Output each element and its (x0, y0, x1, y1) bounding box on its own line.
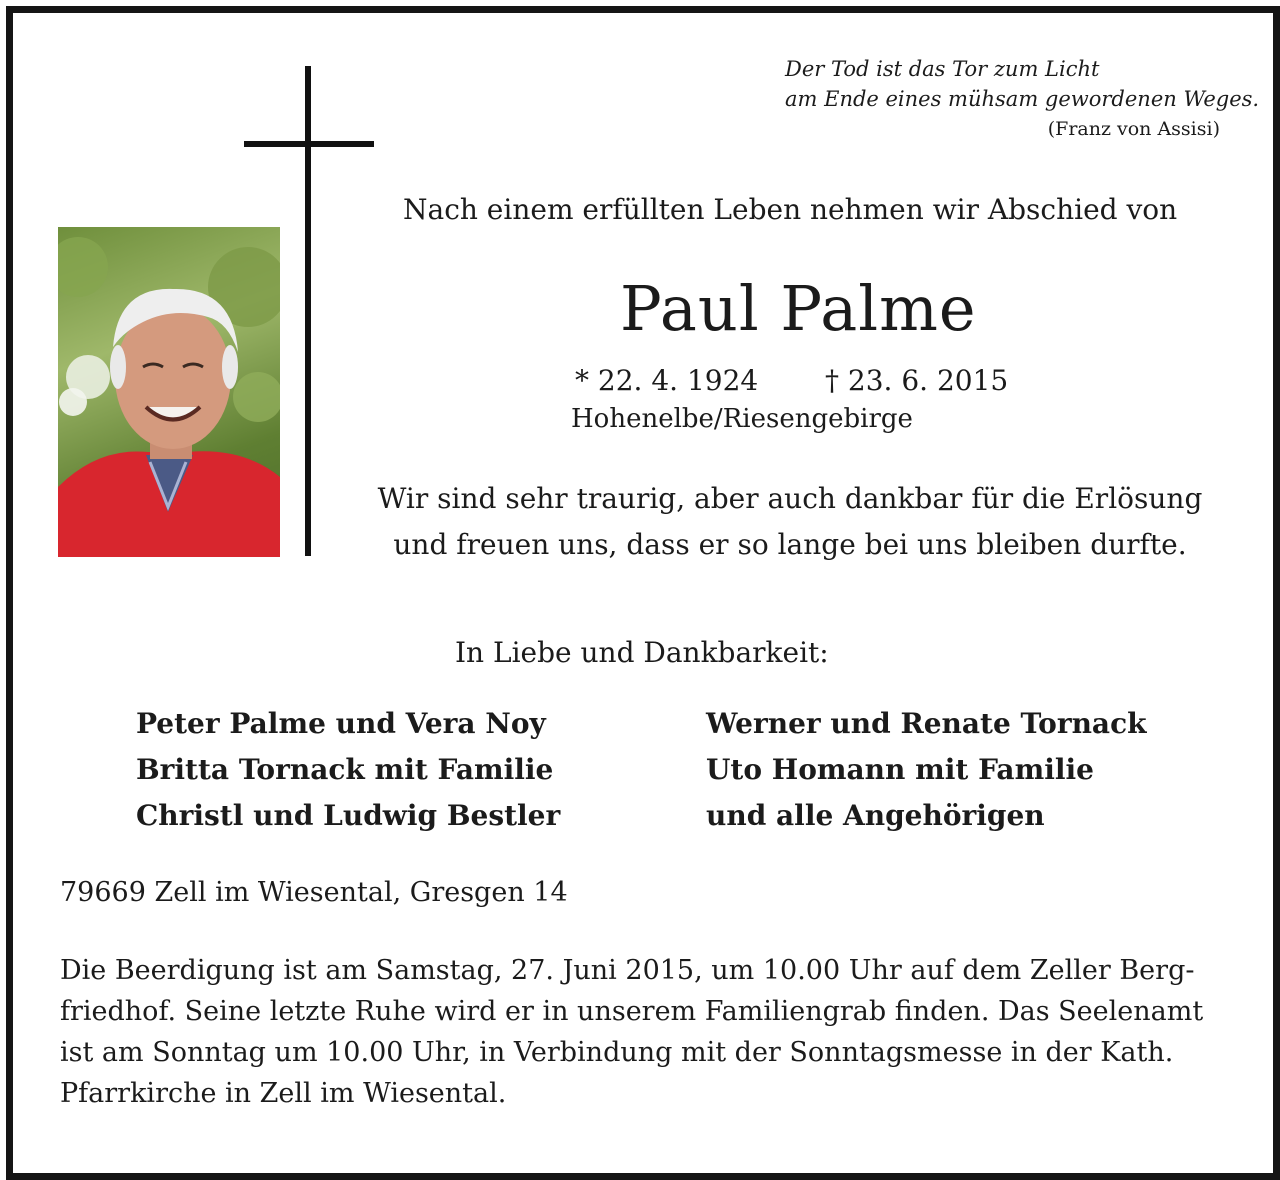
mourners-heading: In Liebe und Dankbarkeit: (455, 636, 829, 669)
message-line: Wir sind sehr traurig, aber auch dankbar für die Erlösung (377, 482, 1203, 515)
address: 79669 Zell im Wiesental, Gresgen 14 (60, 877, 568, 908)
cross-icon-horizontal (244, 141, 374, 147)
cross-icon-vertical (305, 66, 311, 556)
mourner-entry: Uto Homann mit Familie (706, 753, 1094, 786)
mourner-entry: Werner und Renate Tornack (706, 707, 1147, 740)
quote-line-2: am Ende eines mühsam gewordenen Weges. (785, 87, 1260, 111)
message-line: und freuen uns, dass er so lange bei uns bleiben durfte. (393, 528, 1187, 561)
intro-text: Nach einem erfüllten Leben nehmen wir Abschied von (403, 193, 1178, 226)
birth-date: * 22. 4. 1924 (575, 364, 759, 397)
funeral-line: Die Beerdigung ist am Samstag, 27. Juni 2015, um 10.00 Uhr auf dem Zeller Berg- (60, 955, 1195, 986)
mourner-entry: Peter Palme und Vera Noy (136, 707, 546, 740)
funeral-line: friedhof. Seine letzte Ruhe wird er in unserem Familiengrab finden. Das Seelenamt (60, 996, 1204, 1027)
mourner-entry: Christl und Ludwig Bestler (136, 799, 561, 832)
death-date: † 23. 6. 2015 (825, 364, 1009, 397)
portrait-photo (58, 227, 280, 557)
quote-line-1: Der Tod ist das Tor zum Licht (785, 57, 1100, 81)
mourner-entry: und alle Angehörigen (706, 799, 1045, 832)
mourners-left-column (136, 701, 560, 839)
message-block (370, 476, 1210, 568)
funeral-info (60, 950, 1203, 1114)
birthplace: Hohenelbe/Riesengebirge (571, 404, 913, 434)
mourner-entry: Britta Tornack mit Familie (136, 753, 554, 786)
mourners-right-column (706, 701, 1147, 839)
quote-author: (Franz von Assisi) (1047, 118, 1220, 140)
funeral-line: Pfarrkirche in Zell im Wiesental. (60, 1078, 507, 1109)
deceased-name: Paul Palme (620, 272, 977, 345)
funeral-line: ist am Sonntag um 10.00 Uhr, in Verbindung mit der Sonntagsmesse in der Kath. (60, 1037, 1174, 1068)
